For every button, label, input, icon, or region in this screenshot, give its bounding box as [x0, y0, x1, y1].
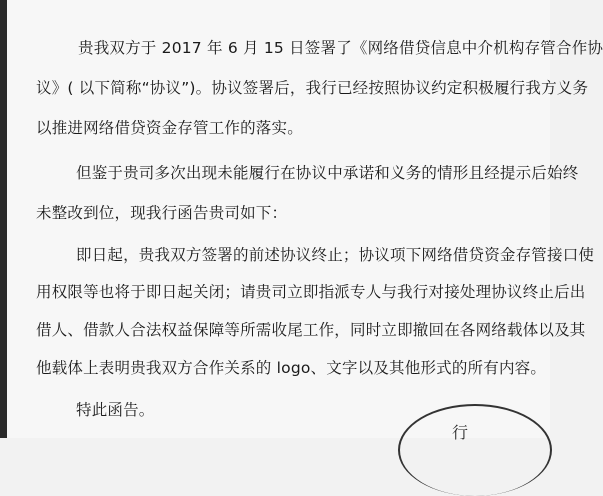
paragraph-3-line-1: 即日起，贵我双方签署的前述协议终止；协议项下网络借贷资金存管接口使 — [76, 246, 595, 264]
scan-edge-shadow — [0, 0, 7, 438]
paragraph-1-line-2: 议》( 以下简称“协议”)。协议签署后，我行已经按照协议约定积极履行我方义务 — [36, 79, 589, 97]
paragraph-1-line-1: 贵我双方于 2017 年 6 月 15 日签署了《网络借贷信息中介机构存管合作协 — [78, 39, 603, 57]
closing-line: 特此函告。 — [76, 401, 155, 419]
paragraph-3-line-4: 他载体上表明贵我双方合作关系的 logo、文字以及其他形式的所有内容。 — [36, 359, 547, 377]
paragraph-2-line-2: 未整改到位，现我行函告贵司如下： — [36, 204, 288, 222]
paragraph-3-line-2: 用权限等也将于即日起关闭；请贵司立即指派专人与我行对接处理协议终止后出 — [36, 283, 586, 301]
paragraph-2-line-1: 但鉴于贵司多次出现未能履行在协议中承诺和义务的情形且经提示后始终 — [76, 164, 579, 182]
paragraph-1-line-3: 以推进网络借贷资金存管工作的落实。 — [36, 119, 303, 137]
paragraph-3-line-3: 借人、借款人合法权益保障等所需收尾工作，同时立即撤回在各网络载体以及其 — [36, 321, 586, 339]
bank-seal-stamp-text: 行 — [452, 423, 469, 442]
bank-seal-stamp — [398, 404, 552, 496]
